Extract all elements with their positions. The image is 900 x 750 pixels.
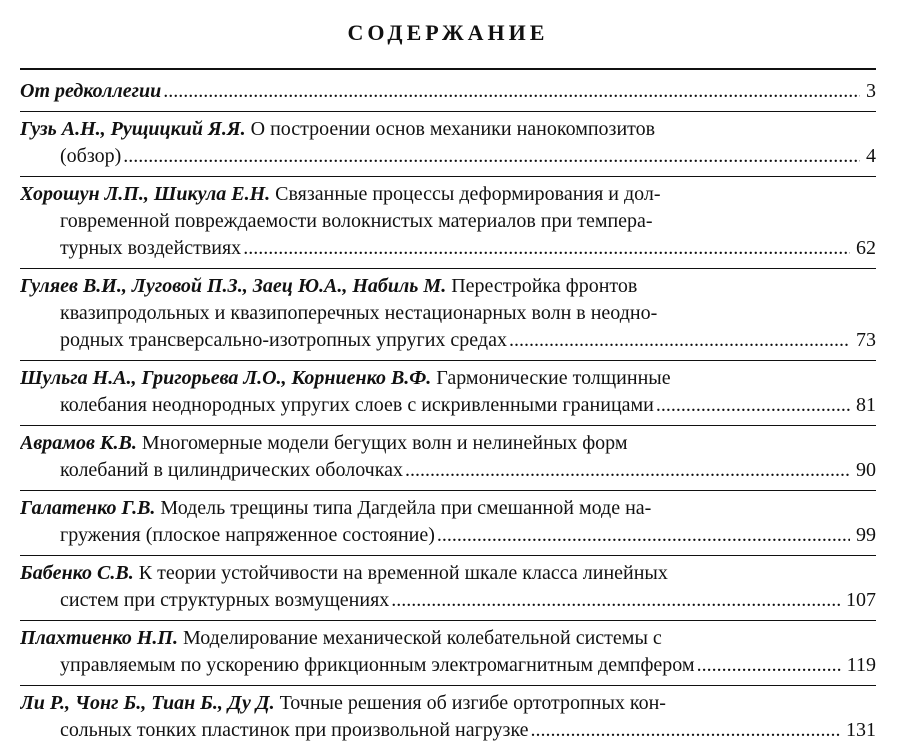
toc-page-number: 81 [856,394,876,416]
toc-entry-line [20,78,876,105]
leader-dots [509,327,850,354]
toc-title-end: гружения (плоское напряженное состояние) [60,524,435,546]
toc-title-start: Моделирование механической колебательной системы с [177,627,662,649]
toc-entry-last-line [20,522,876,549]
toc-entry[interactable] [20,269,876,361]
toc-authors: Бабенко С.В. [20,562,134,584]
toc-authors: Ли Р., Чонг Б., Тиан Б., Ду Д. [20,692,275,714]
toc-entry-last-line [20,717,876,744]
toc-authors: Гузь А.Н., Рущицкий Я.Я. [20,118,246,140]
toc-authors: Хорошун Л.П., Шикула Е.Н. [20,183,271,205]
toc-title-start: Связанные процессы деформирования и дол- [270,183,661,205]
toc-entry-first-line [20,430,876,457]
toc-page-number: 62 [856,237,876,259]
toc-page-number: 3 [866,80,876,102]
toc-entry-first-line [20,181,876,208]
toc-title-start: Модель трещины типа Дагдейла при смешанной моде на- [155,497,652,519]
toc-entry[interactable] [20,361,876,426]
top-rule [20,68,876,70]
toc-authors: Плахтиенко Н.П. [20,627,178,649]
leader-dots [656,392,850,419]
toc-authors: Шульга Н.А., Григорьева Л.О., Корниенко В.Ф. [20,367,432,389]
toc-page-number: 4 [866,145,876,167]
toc-title-continuation: говременной повреждаемости волокнистых материалов при темпера- [60,210,653,232]
toc-entry-last-line [20,235,876,262]
toc-entry-first-line [20,690,876,717]
leader-dots [391,587,840,614]
toc-entry[interactable] [20,491,876,556]
toc-entry-last-line [20,457,876,484]
toc-title-start: О построении основ механики нанокомпозитов [245,118,656,140]
leader-dots [243,235,850,262]
toc-entry-first-line [20,625,876,652]
toc-entry-first-line [20,560,876,587]
toc-entry[interactable] [20,426,876,491]
toc-title-end: сольных тонких пластинок при произвольной нагрузке [60,719,529,741]
toc-title-end: систем при структурных возмущениях [60,589,390,611]
toc-entry-first-line [20,495,876,522]
toc-entry-first-line [20,116,876,143]
toc-title-start: Гармонические толщинные [431,367,671,389]
toc-title-end: родных трансверсально-изотропных упругих средах [60,329,507,351]
toc-page-number: 119 [846,654,876,676]
toc-title-end: турных воздействиях [60,237,242,259]
leader-dots [123,143,860,170]
toc-page-number: 90 [856,459,876,481]
toc-page-number: 99 [856,524,876,546]
toc-entry[interactable] [20,112,876,177]
page-title: СОДЕРЖАНИЕ [347,20,549,45]
toc-title-start: Перестройка фронтов [446,275,638,297]
toc-title-continuation: квазипродольных и квазипоперечных нестационарных волн в неодно- [60,302,658,324]
toc-page-number: 73 [856,329,876,351]
toc-entry[interactable] [20,177,876,269]
leader-dots [697,652,841,679]
toc-authors: Аврамов К.В. [20,432,137,454]
toc-title-end: (обзор) [60,145,122,167]
toc-title-start: Многомерные модели бегущих волн и нелинейных форм [136,432,628,454]
toc-entry-first-line [20,365,876,392]
toc-title-start: Точные решения об изгибе ортотропных кон- [274,692,666,714]
toc-page-number: 107 [846,589,876,611]
toc-entry-last-line [20,392,876,419]
leader-dots [437,522,850,549]
toc-entry[interactable] [20,621,876,686]
toc-entry-first-line [20,273,876,300]
toc-entry[interactable] [20,74,876,112]
toc-entry[interactable] [20,556,876,621]
leader-dots [531,717,840,744]
toc-entry-last-line [20,587,876,614]
toc-page-number: 131 [846,719,876,741]
toc-entry-last-line [20,327,876,354]
toc-authors: Галатенко Г.В. [20,497,156,519]
toc-title-start: К теории устойчивости на временной шкале класса линейных [133,562,668,584]
toc-title-end: управляемым по ускорению фрикционным электромагнитным демпфером [60,654,695,676]
leader-dots [405,457,850,484]
toc-entry-last-line [20,652,876,679]
toc-entry[interactable] [20,686,876,750]
toc-title-end: колебаний в цилиндрических оболочках [60,459,404,481]
toc-authors: От редколлегии [20,80,162,102]
toc-entry-last-line [20,143,876,170]
toc-authors: Гуляев В.И., Луговой П.З., Заец Ю.А., Набиль М. [20,275,447,297]
leader-dots [163,78,860,105]
table-of-contents [20,74,876,750]
toc-title-end: колебания неоднородных упругих слоев с искривленными границами [60,394,654,416]
